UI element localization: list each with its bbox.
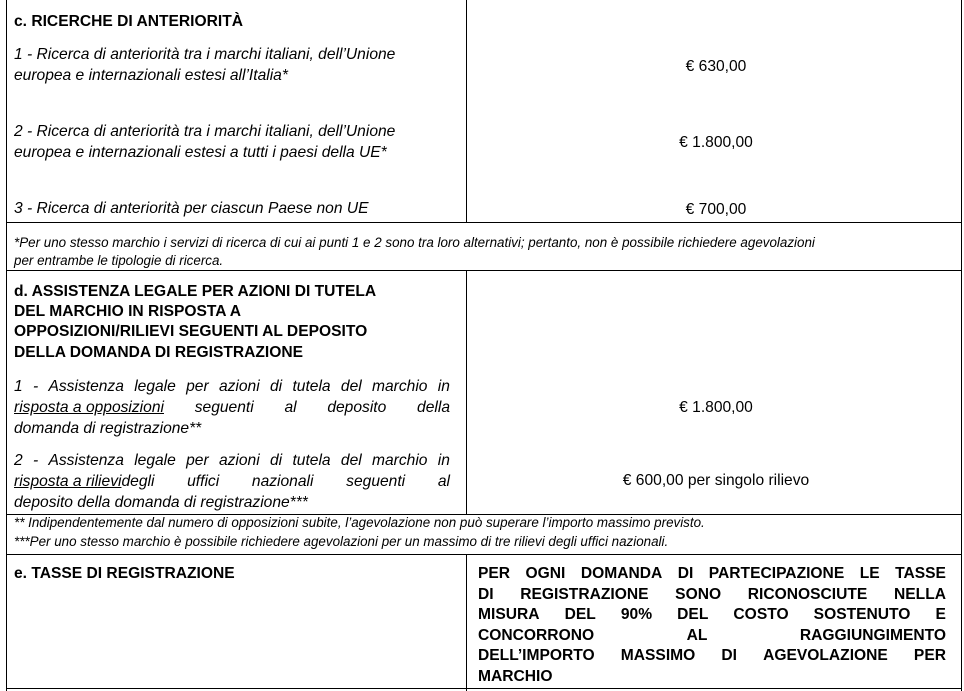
word: azioni xyxy=(218,378,260,395)
section-d-title-line2: DEL MARCHIO IN RISPOSTA A xyxy=(14,303,241,320)
word: del xyxy=(340,452,362,469)
word: in xyxy=(437,452,450,469)
word: DELL’IMPORTO xyxy=(478,647,595,665)
word: seguenti xyxy=(194,399,254,416)
word: COSTO xyxy=(733,606,789,624)
word: legale xyxy=(134,452,176,469)
item-c2-line2: europea e internazionali estesi a tutti i paesi della UE* xyxy=(14,144,387,161)
word: RICONOSCIUTE xyxy=(747,585,868,603)
word: tutela xyxy=(292,378,331,395)
word: degli xyxy=(121,473,155,490)
section-e-line2 xyxy=(478,585,946,606)
row-divider-1 xyxy=(6,222,962,223)
column-divider-d xyxy=(466,270,467,514)
section-d-title-line3: OPPOSIZIONI/RILIEVI SEGUENTI AL DEPOSITO xyxy=(14,323,368,340)
word: al xyxy=(437,473,450,490)
section-e-line4 xyxy=(478,626,946,647)
word: TASSE xyxy=(895,565,946,582)
item-d2-line3: deposito della domanda di registrazione*** xyxy=(14,494,308,511)
word: deposito xyxy=(327,399,387,416)
word: CONCORRONO xyxy=(478,626,595,644)
word: DI xyxy=(677,565,694,582)
item-c3-amount: € 700,00 xyxy=(685,201,747,218)
word: di xyxy=(270,452,283,469)
word: - xyxy=(32,378,39,395)
word: SONO xyxy=(675,585,722,603)
word: DI xyxy=(478,585,494,603)
column-divider-c xyxy=(466,0,467,222)
word: per xyxy=(186,378,209,395)
section-d-title-line1: d. ASSISTENZA LEGALE PER AZIONI DI TUTELA xyxy=(14,283,377,300)
word: per xyxy=(186,452,209,469)
word: REGISTRAZIONE xyxy=(520,585,649,603)
word: PARTECIPAZIONE xyxy=(708,565,845,582)
section-e-description xyxy=(478,564,946,688)
word: RAGGIUNGIMENTO xyxy=(799,626,946,644)
section-c-note-line2: per entrambe le tipologie di ricerca. xyxy=(14,253,224,268)
section-d-note-line1: ** Indipendentemente dal numero di opposizioni subite, l’agevolazione non può superare l’importo massimo previsto. xyxy=(14,515,705,530)
word: NELLA xyxy=(894,585,946,603)
section-e-line6: MARCHIO xyxy=(478,667,553,685)
underlined-phrase: risposta a opposizioni xyxy=(14,399,164,416)
table-border-left xyxy=(6,0,7,691)
section-c-title: c. RICERCHE DI ANTERIORITÀ xyxy=(14,13,244,30)
word: E xyxy=(935,606,946,624)
section-e-title: e. TASSE DI REGISTRAZIONE xyxy=(14,565,235,582)
word: nazionali xyxy=(251,473,314,490)
word: - xyxy=(32,452,39,469)
word: MASSIMO xyxy=(620,647,696,665)
word: SOSTENUTO xyxy=(813,606,911,624)
section-d-title-line4: DELLA DOMANDA DI REGISTRAZIONE xyxy=(14,344,304,361)
word: PER xyxy=(913,647,946,665)
row-divider-4 xyxy=(6,554,962,555)
row-divider-bottom xyxy=(6,688,962,689)
item-c3-line1: 3 - Ricerca di anteriorità per ciascun Paese non UE xyxy=(14,200,369,217)
word: Assistenza xyxy=(48,378,124,395)
word: marchio xyxy=(372,452,428,469)
item-d2-line2 xyxy=(14,471,450,492)
item-c1-line1: 1 - Ricerca di anteriorità tra i marchi italiani, dell’Unione xyxy=(14,46,396,63)
section-e-line3 xyxy=(478,605,946,626)
word: LE xyxy=(859,565,880,582)
word: al xyxy=(284,399,297,416)
word: azioni xyxy=(218,452,260,469)
word: legale xyxy=(134,378,176,395)
column-divider-e xyxy=(466,554,467,691)
word: 1 xyxy=(14,378,23,395)
word: PER xyxy=(478,565,511,582)
row-divider-2 xyxy=(6,270,962,271)
word: AGEVOLAZIONE xyxy=(763,647,888,665)
item-d2-amount: € 600,00 per singolo rilievo xyxy=(622,472,810,489)
word: DEL xyxy=(564,606,596,624)
item-d1-line1 xyxy=(14,376,450,397)
word: tutela xyxy=(292,452,331,469)
word: Assistenza xyxy=(48,452,124,469)
word: seguenti xyxy=(346,473,406,490)
item-d1-line2 xyxy=(14,397,450,418)
word: in xyxy=(437,378,450,395)
item-d2-line1 xyxy=(14,450,450,471)
word: DEL xyxy=(677,606,709,624)
table-border-right xyxy=(961,0,962,691)
item-c2-amount: € 1.800,00 xyxy=(679,134,753,151)
word: 90% xyxy=(620,606,653,624)
word: AL xyxy=(686,626,708,644)
word: marchio xyxy=(372,378,428,395)
section-d-note-line2: ***Per uno stesso marchio è possibile richiedere agevolazioni per un massimo di tre rilievi degli uffici nazionali. xyxy=(14,534,669,549)
word: di xyxy=(270,378,283,395)
word: MISURA xyxy=(478,606,540,624)
section-e-line5 xyxy=(478,646,946,667)
item-c2-line1: 2 - Ricerca di anteriorità tra i marchi italiani, dell’Unione xyxy=(14,123,396,140)
word: uffici xyxy=(187,473,220,490)
word: della xyxy=(417,399,450,416)
word: DI xyxy=(721,647,737,665)
word: OGNI xyxy=(525,565,566,582)
underlined-phrase: risposta a rilievi xyxy=(14,473,122,490)
section-e-line1 xyxy=(478,564,946,585)
item-d1-text xyxy=(14,376,450,439)
word: DOMANDA xyxy=(580,565,663,582)
item-c1-line2: europea e internazionali estesi all’Italia* xyxy=(14,67,288,84)
item-d2-text xyxy=(14,450,450,513)
word: del xyxy=(340,378,362,395)
item-c1-amount: € 630,00 xyxy=(685,58,747,75)
item-d1-amount: € 1.800,00 xyxy=(679,399,753,416)
section-c-note-line1: *Per uno stesso marchio i servizi di ricerca di cui ai punti 1 e 2 sono tra loro alternativi; pertanto, non è possibile richiedere agevolazioni xyxy=(14,235,815,250)
item-d1-line3: domanda di registrazione** xyxy=(14,420,202,437)
word: 2 xyxy=(14,452,23,469)
